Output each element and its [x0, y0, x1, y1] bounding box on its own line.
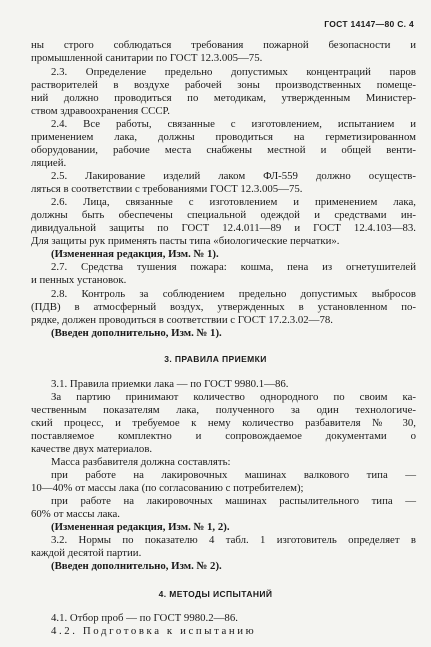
amendment-note: (Введен дополнительно, Изм. № 1).: [51, 327, 222, 339]
text-line: чественным показателям лака, полученного за один технологиче-: [31, 404, 416, 416]
text-line: должны быть обеспечены специальной одеждой и средствами ин-: [31, 209, 416, 221]
text-line: оборудовании, рабочие места снабжены местной и общей венти-: [31, 144, 416, 156]
text-line: при работе на лакировочных машинах валкового типа —: [51, 469, 416, 481]
text-line: 60% от массы лака.: [31, 508, 121, 520]
text-line: 3.2. Нормы по показателю 4 табл. 1 изготовитель определяет в: [51, 534, 416, 546]
text-line: применением лака, должны проводиться на герметизированном: [31, 131, 416, 143]
text-line: 10—40% от массы лака (по согласованию с потребителем);: [31, 482, 304, 494]
text-line: 2.3. Определение предельно допустимых концентраций паров: [51, 66, 416, 78]
text-line: растворителей в воздухе рабочей зоны производственных помеще-: [31, 79, 416, 91]
text-line: Масса разбавителя должна составлять:: [51, 456, 231, 468]
text-line: 2.4. Все работы, связанные с изготовлением, испытанием и: [51, 118, 416, 130]
text-line: ны строго соблюдаться требования пожарной безопасности и: [31, 39, 416, 51]
text-line: Для защиты рук применять пасты типа «биологические перчатки».: [31, 235, 340, 247]
text-line: промышленной санитарии по ГОСТ 12.3.005—75.: [31, 52, 263, 64]
text-line: 4.1. Отбор проб — по ГОСТ 9980.2—86.: [51, 612, 238, 624]
text-line: поставляемое комплектно и сопровождаемое документами о: [31, 430, 416, 442]
text-line: 2.7. Средства тушения пожара: кошма, пена из огнетушителей: [51, 261, 416, 273]
amendment-note: (Измененная редакция, Изм. № 1).: [51, 248, 219, 260]
text-line: качестве двух материалов.: [31, 443, 153, 455]
text-line: дивидуальной защиты по ГОСТ 12.4.011—89 и ГОСТ 12.4.103—83.: [31, 222, 416, 234]
text-line: каждой десятой партии.: [31, 547, 142, 559]
text-line: ний должно проводиться по методикам, утвержденным Министер-: [31, 92, 416, 104]
text-line: при работе на лакировочных машинах распылительного типа —: [51, 495, 416, 507]
amendment-note: (Измененная редакция, Изм. № 1, 2).: [51, 521, 230, 533]
text-line: ством здравоохранения СССР.: [31, 105, 170, 117]
text-line: и пенных установок.: [31, 274, 127, 286]
text-line: 2.5. Лакирование изделий лаком ФЛ-559 должно осуществ-: [51, 170, 416, 182]
text-line: 2.8. Контроль за соблюдением предельно допустимых выбросов: [51, 288, 416, 300]
text-line: ский процесс, и требуемое к нему количество разбавителя № 30,: [31, 417, 416, 429]
section-title: 3. ПРАВИЛА ПРИЕМКИ: [164, 354, 267, 364]
text-line: ляцией.: [31, 157, 67, 169]
text-line: 4.2. Подготовка к испытанию: [51, 625, 257, 637]
text-line: 2.6. Лица, связанные с изготовлением и применением лака,: [51, 196, 416, 208]
page-header: ГОСТ 14147—80 С. 4: [324, 19, 414, 29]
amendment-note: (Введен дополнительно, Изм. № 2).: [51, 560, 222, 572]
text-line: (ПДВ) в атмосферный воздух, утвержденных в установленном по-: [31, 301, 416, 313]
section-title: 4. МЕТОДЫ ИСПЫТАНИЙ: [158, 589, 273, 599]
text-line: рядке, должен проводиться в соответствии с ГОСТ 17.2.3.02—78.: [31, 314, 333, 326]
text-line: ляться в соответствии с требованиями ГОСТ 12.3.005—75.: [31, 183, 303, 195]
text-line: 3.1. Правила приемки лака — по ГОСТ 9980.1—86.: [51, 378, 289, 390]
text-line: За партию принимают количество однородного по своим ка-: [51, 391, 416, 403]
